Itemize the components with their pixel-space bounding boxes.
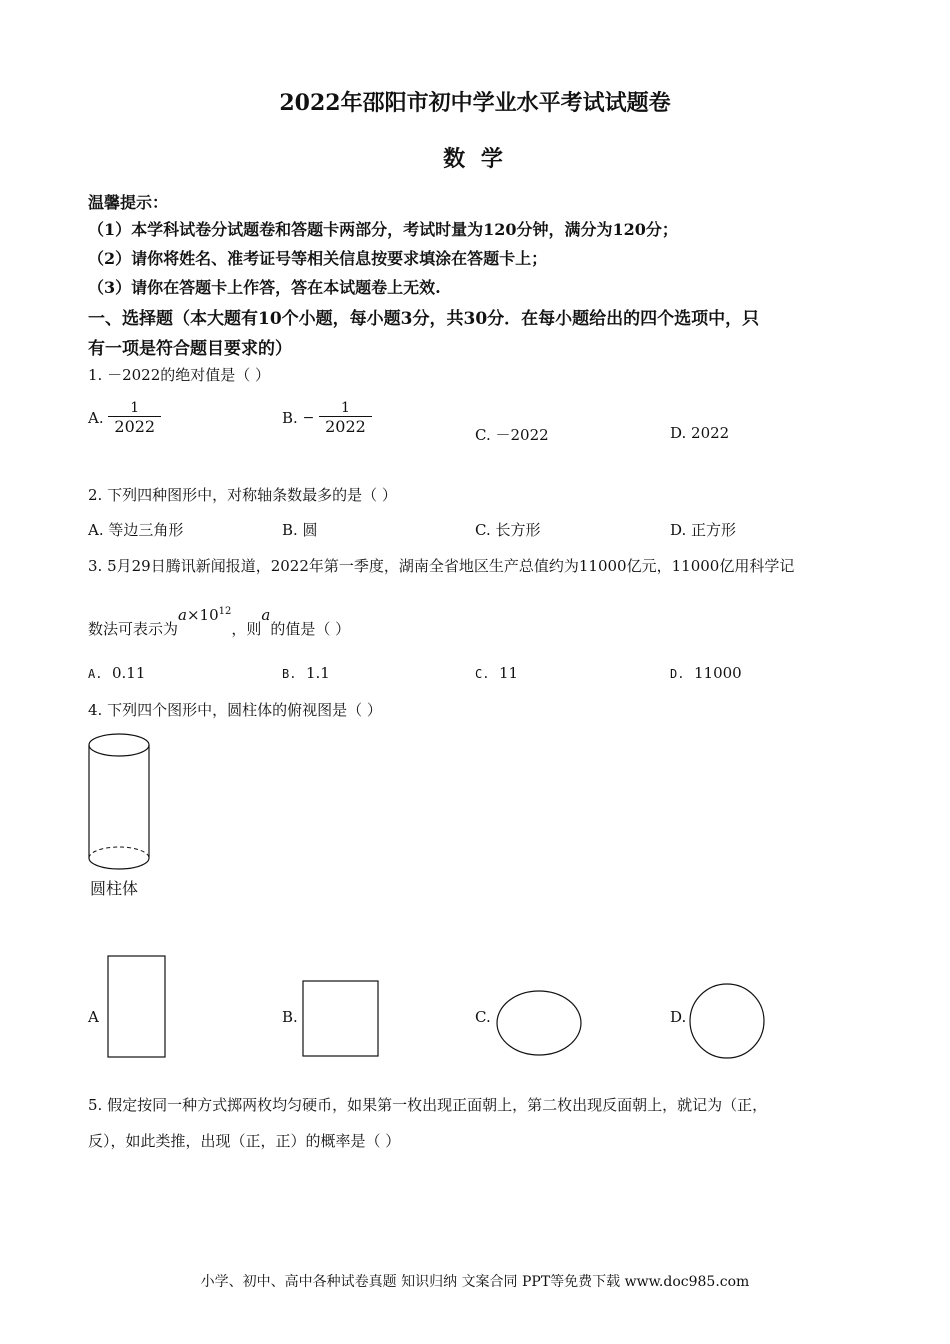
q2-option-b: B. 圆 — [282, 521, 318, 539]
question-4-stem: 4. 下列四个图形中，圆柱体的俯视图是（ ） — [88, 701, 382, 719]
q4-option-a-label: A — [88, 1008, 99, 1026]
q4-option-b-square — [302, 980, 380, 1058]
page-footer: 小学、初中、高中各种试卷真题 知识归纳 文案合同 PPT等免费下载 www.doc985.com — [200, 1274, 750, 1290]
question-2-stem: 2. 下列四种图形中，对称轴条数最多的是（ ） — [88, 486, 397, 504]
q3-option-a: A. 0.11 — [88, 664, 146, 682]
tip-item: （1）本学科试卷分试题卷和答题卡两部分，考试时量为120分钟，满分为120分； — [88, 220, 678, 239]
q3-option-c: C. 11 — [475, 664, 519, 682]
q2-option-a: A. 等边三角形 — [88, 521, 184, 539]
subject-title: 数 学 — [443, 146, 507, 172]
q4-option-b-label: B. — [282, 1008, 298, 1026]
tips-heading: 温馨提示： — [88, 193, 169, 212]
question-3-stem-cont: 数法可表示为$a\times 10^{12}$，则a的值是（ ） — [88, 606, 351, 638]
q3-option-d: D. 11000 — [670, 664, 742, 682]
q2-option-c: C. 长方形 — [475, 521, 541, 539]
sci-notation: a — [178, 606, 187, 624]
question-3-stem: 3. 5月29日腾讯新闻报道，2022年第一季度，湖南全省地区生产总值约为11000亿元，11000亿用科学记 — [88, 557, 795, 575]
question-5-stem-cont: 反），如此类推，出现（正，正）的概率是（ ） — [88, 1132, 401, 1150]
q2-option-d: D. 正方形 — [670, 521, 737, 539]
cylinder-figure — [85, 730, 155, 870]
section-heading-cont: 有一项是符合题目要求的） — [88, 339, 292, 359]
question-5-stem: 5. 假定按同一种方式掷两枚均匀硬币，如果第一枚出现正面朝上，第二枚出现反面朝上，就记为（正， — [88, 1096, 768, 1114]
fraction: $\frac{1}{2022}$ — [108, 400, 161, 436]
section-heading: 一、选择题（本大题有10个小题，每小题3分，共30分．在每小题给出的四个选项中，只 — [88, 309, 760, 329]
q4-option-a-rectangle — [107, 955, 167, 1059]
figure-caption: 圆柱体 — [90, 879, 139, 898]
fraction: $\frac{1}{2022}$ — [319, 400, 372, 436]
q1-option-d: D. 2022 — [670, 424, 730, 442]
q4-option-d-circle — [689, 983, 767, 1061]
q1-option-c: C. －2022 — [475, 426, 549, 444]
tip-item: （2）请你将姓名、准考证号等相关信息按要求填涂在答题卡上； — [88, 249, 548, 268]
q1-option-b: B. − $\frac{1}{2022}$ — [282, 400, 372, 436]
q3-option-b: B. 1.1 — [282, 664, 330, 682]
question-1-stem: 1. －2022的绝对值是（ ） — [88, 366, 271, 384]
q4-option-c-ellipse — [496, 990, 584, 1058]
q1-option-a: A. $\frac{1}{2022}$ — [88, 400, 161, 436]
q4-option-d-label: D. — [670, 1008, 687, 1026]
q4-option-c-label: C. — [475, 1008, 491, 1026]
exam-title: 2022年邵阳市初中学业水平考试试题卷 — [279, 90, 671, 116]
tip-item: （3）请你在答题卡上作答，答在本试题卷上无效. — [88, 278, 441, 297]
